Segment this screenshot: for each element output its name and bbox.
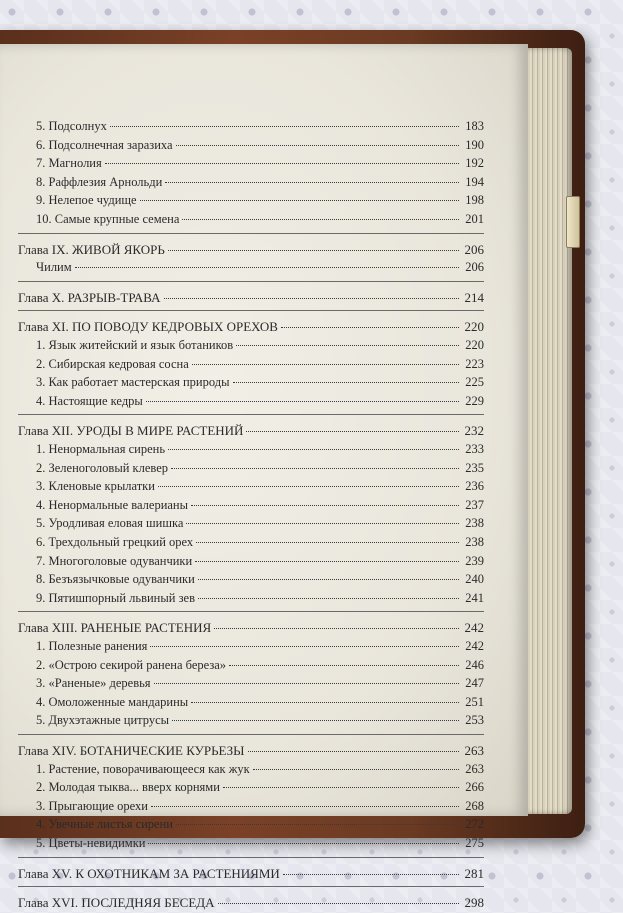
toc-entry-title: Чилим: [36, 260, 72, 275]
section-divider: [18, 310, 484, 311]
dot-leader: [192, 364, 459, 365]
section-divider: [18, 886, 484, 887]
toc-entry[interactable]: [0, 713, 484, 731]
book-page: [0, 44, 528, 911]
toc-entry[interactable]: [0, 516, 484, 534]
toc-page-number: 198: [465, 193, 484, 208]
dot-leader: [151, 806, 459, 807]
toc-entry[interactable]: [0, 119, 484, 137]
toc-entry-title: Глава XIII. РАНЕНЫЕ РАСТЕНИЯ: [18, 620, 212, 636]
toc-entry-title: 5. Двухэтажные цитрусы: [36, 713, 170, 728]
dot-leader: [158, 486, 459, 487]
toc-chapter-entry[interactable]: [0, 743, 484, 761]
toc-entry-title: 9. Пятишпорный львиный зев: [36, 590, 195, 605]
section-divider: [18, 281, 484, 282]
dot-leader: [172, 720, 459, 721]
dot-leader: [229, 665, 459, 666]
toc-page-number: 241: [465, 590, 484, 605]
toc-entry[interactable]: [0, 572, 484, 590]
dot-leader: [186, 523, 459, 524]
toc-page-number: 298: [464, 895, 484, 911]
dot-leader: [195, 561, 459, 562]
toc-entry[interactable]: [0, 780, 484, 798]
toc-entry-title: 2. Зеленоголовый клевер: [36, 460, 169, 475]
section-divider: [18, 611, 484, 612]
toc-entry[interactable]: [0, 138, 484, 156]
toc-page-number: 263: [465, 761, 484, 776]
toc-entry-title: 5. Цветы-невидимки: [36, 836, 146, 850]
dot-leader: [110, 126, 459, 127]
toc-entry[interactable]: [0, 762, 484, 780]
toc-entry-title: 3. «Раненые» деревья: [36, 676, 151, 691]
toc-entry-title: Глава XV. К ОХОТНИКАМ ЗА РАСТЕНИЯМИ: [18, 865, 280, 881]
bookmark: [566, 196, 580, 248]
dot-leader: [140, 200, 459, 201]
dot-leader: [253, 769, 459, 770]
toc-page-number: 192: [465, 156, 484, 171]
toc-page-number: 263: [464, 743, 484, 758]
toc-page-number: 268: [465, 798, 484, 813]
toc-page-number: 201: [465, 212, 484, 226]
toc-entry-title: 1. Ненормальная сирень: [36, 442, 166, 456]
dot-leader: [281, 327, 459, 328]
toc-entry[interactable]: [0, 338, 484, 356]
toc-page-number: 220: [465, 338, 484, 352]
toc-page-number: 253: [465, 713, 484, 728]
dot-leader: [75, 267, 459, 268]
dot-leader: [191, 505, 459, 506]
toc-entry[interactable]: [0, 442, 484, 460]
toc-entry-title: 4. Увечные листья сирени: [36, 817, 173, 832]
section-divider: [18, 414, 484, 415]
toc-entry-title: 5. Подсолнух: [36, 119, 107, 133]
toc-entry-title: 8. Раффлезия Арнольди: [36, 174, 163, 189]
toc-entry[interactable]: [0, 375, 484, 393]
toc-entry[interactable]: [0, 658, 484, 676]
toc-entry[interactable]: [0, 394, 484, 412]
dot-leader: [165, 182, 459, 183]
toc-page-number: 242: [465, 639, 484, 653]
toc-entry[interactable]: [0, 799, 484, 817]
dot-leader: [283, 874, 459, 875]
toc-page-number: 214: [464, 289, 484, 305]
toc-page-number: 229: [465, 393, 484, 408]
toc-page-number: 238: [465, 535, 484, 549]
toc-page-number: 194: [465, 174, 484, 189]
dot-leader: [198, 579, 459, 580]
dot-leader: [196, 542, 459, 543]
toc-page-number: 240: [465, 572, 484, 587]
section-divider: [18, 233, 484, 234]
toc-page-number: 251: [465, 694, 484, 709]
dot-leader: [164, 298, 459, 299]
toc-page-number: 232: [464, 423, 484, 439]
toc-entry[interactable]: [0, 193, 484, 211]
dot-leader: [198, 598, 459, 599]
toc-entry-title: 5. Уродливая еловая шишка: [36, 516, 184, 531]
toc-page-number: 275: [465, 836, 484, 850]
toc-page-number: 220: [464, 319, 484, 335]
toc-entry-title: 7. Магнолия: [36, 156, 102, 171]
toc-entry[interactable]: [0, 554, 484, 572]
toc-chapter-entry[interactable]: [0, 620, 484, 638]
toc-entry-title: 4. Ненормальные валерианы: [36, 497, 189, 512]
toc-entry-title: 6. Подсолнечная заразиха: [36, 137, 173, 152]
section-divider: [18, 857, 484, 858]
toc-page-number: 266: [465, 780, 484, 795]
dot-leader: [176, 824, 459, 825]
toc-page-number: 233: [465, 442, 484, 456]
toc-page-number: 238: [465, 516, 484, 531]
dot-leader: [236, 345, 459, 346]
toc-page-number: 239: [465, 553, 484, 568]
toc-entry[interactable]: [0, 498, 484, 516]
toc-entry-title: Глава XII. УРОДЫ В МИРЕ РАСТЕНИЙ: [18, 423, 244, 439]
toc-page-number: 225: [465, 375, 484, 390]
toc-entry[interactable]: [0, 212, 484, 230]
toc-entry-title: Глава XI. ПО ПОВОДУ КЕДРОВЫХ ОРЕХОВ: [18, 319, 278, 335]
toc-page-number: 183: [465, 119, 484, 133]
dot-leader: [154, 683, 459, 684]
dot-leader: [248, 751, 459, 752]
dot-leader: [191, 702, 459, 703]
dot-leader: [214, 628, 459, 629]
table-of-contents: [0, 44, 528, 911]
toc-chapter-entry[interactable]: [0, 242, 484, 260]
toc-page-number: 206: [464, 241, 484, 257]
toc-page-number: 223: [465, 356, 484, 371]
dot-leader: [105, 163, 459, 164]
toc-chapter-entry[interactable]: [0, 895, 484, 913]
toc-entry-title: 2. Молодая тыква... вверх корнями: [36, 780, 220, 795]
dot-leader: [148, 843, 459, 844]
toc-entry[interactable]: [0, 535, 484, 553]
toc-page-number: 281: [464, 865, 484, 881]
toc-entry-title: 1. Растение, поворачивающееся как жук: [36, 761, 250, 776]
dot-leader: [233, 382, 459, 383]
toc-entry-title: 7. Многоголовые одуванчики: [36, 553, 193, 568]
dot-leader: [182, 219, 459, 220]
dot-leader: [146, 401, 459, 402]
toc-entry-title: 4. Омоложенные мандарины: [36, 694, 189, 709]
toc-entry[interactable]: [0, 591, 484, 609]
dot-leader: [168, 250, 459, 251]
toc-entry[interactable]: [0, 461, 484, 479]
toc-entry[interactable]: [0, 695, 484, 713]
toc-entry-title: 8. Безъязычковые одуванчики: [36, 572, 195, 587]
toc-page-number: 242: [464, 620, 484, 636]
toc-entry[interactable]: [0, 639, 484, 657]
toc-entry-title: 9. Нелепое чудище: [36, 193, 137, 208]
dot-leader: [176, 145, 459, 146]
toc-entry[interactable]: [0, 479, 484, 497]
toc-chapter-entry[interactable]: [0, 423, 484, 441]
toc-chapter-entry[interactable]: [0, 866, 484, 884]
dot-leader: [246, 431, 459, 432]
toc-entry[interactable]: [0, 676, 484, 694]
toc-entry[interactable]: [0, 836, 484, 854]
toc-entry[interactable]: [0, 260, 484, 278]
dot-leader: [218, 903, 459, 904]
toc-entry-title: 3. Как работает мастерская природы: [36, 375, 230, 390]
toc-chapter-entry[interactable]: [0, 290, 484, 308]
toc-page-number: 236: [465, 479, 484, 494]
toc-entry[interactable]: [0, 175, 484, 193]
toc-entry-title: 2. Сибирская кедровая сосна: [36, 356, 189, 371]
toc-entry-title: 4. Настоящие кедры: [36, 393, 143, 408]
toc-entry-title: 3. Прыгающие орехи: [36, 798, 148, 813]
toc-page-number: 247: [465, 676, 484, 691]
dot-leader: [223, 787, 459, 788]
dot-leader: [150, 646, 459, 647]
toc-page-number: 237: [465, 497, 484, 512]
toc-page-number: 206: [465, 260, 484, 275]
toc-page-number: 190: [465, 137, 484, 152]
toc-entry-title: Глава IX. ЖИВОЙ ЯКОРЬ: [18, 241, 165, 257]
section-divider: [18, 734, 484, 735]
toc-entry-title: 10. Самые крупные семена: [36, 212, 180, 226]
dot-leader: [171, 468, 459, 469]
toc-entry-title: Глава X. РАЗРЫВ-ТРАВА: [18, 289, 161, 305]
toc-entry[interactable]: [0, 357, 484, 375]
toc-entry-title: 1. Язык житейский и язык ботаников: [36, 338, 234, 352]
toc-entry-title: 1. Полезные ранения: [36, 639, 148, 653]
toc-entry-title: 3. Кленовые крылатки: [36, 479, 155, 494]
toc-entry-title: 2. «Острою секирой ранена береза»: [36, 657, 227, 672]
toc-entry-title: Глава XIV. БОТАНИЧЕСКИЕ КУРЬЕЗЫ: [18, 743, 245, 758]
toc-page-number: 246: [465, 657, 484, 672]
toc-page-number: 272: [465, 817, 484, 832]
toc-entry[interactable]: [0, 817, 484, 835]
toc-entry-title: 6. Трехдольный грецкий орех: [36, 535, 194, 549]
toc-entry[interactable]: [0, 156, 484, 174]
toc-entry-title: Глава XVI. ПОСЛЕДНЯЯ БЕСЕДА: [18, 895, 215, 911]
toc-page-number: 235: [465, 460, 484, 475]
dot-leader: [168, 449, 459, 450]
toc-chapter-entry[interactable]: [0, 319, 484, 337]
